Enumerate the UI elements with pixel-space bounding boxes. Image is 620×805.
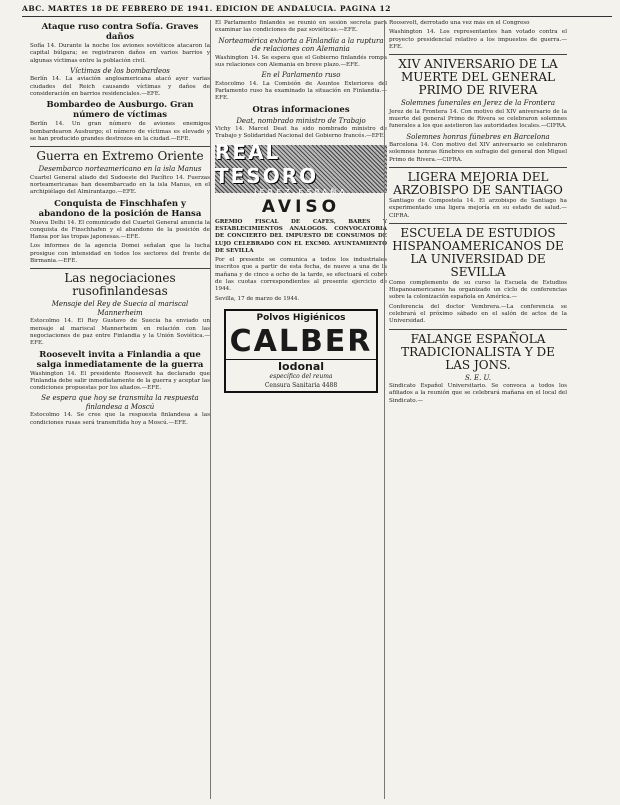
article-text: Washington 14. Los representantes han votado contra el proyecto presidencial relativo a los impuestos de guerra.—EFE. xyxy=(389,29,567,50)
headline: Mensaje del Rey de Suecia al mariscal Mannerheim xyxy=(51,300,189,317)
column-middle xyxy=(210,20,387,799)
headline: Desembarco norteamericano en la isla Manus xyxy=(38,165,202,174)
article-text: Como complemento de su curso la Escuela de Estudios Hispanoamericanos ha organizado un ciclo de conferencias sobre la colonización española en América.— xyxy=(389,279,567,301)
article-text: Estocolmo 14. Se cree que la respuesta finlandesa a las condiciones rusas será transmitida hoy a Moscú.—EFE. xyxy=(30,412,210,426)
article-text: Berlín 14. La aviación angloamericana atacó ayer varias ciudades del Reich causando víctimas y daños de consideración en barrios residenciales.—EFE. xyxy=(30,76,210,97)
real-tesoro-advertisement xyxy=(215,140,387,198)
article-text: Sofía 14. Durante la noche los aviones soviéticos atacaron la capital búlgara; se registraron daños en varios barrios y algunas víctimas entre la población civil. xyxy=(30,43,210,64)
headline: Se espera que hoy se transmita la respuesta finlandesa a Moscú xyxy=(41,394,199,411)
headline: FALANGE ESPAÑOLA TRADICIONALISTA Y DE LAS JONS. xyxy=(401,331,555,372)
column-rule xyxy=(389,167,567,168)
headline: Roosevelt invita a Finlandia a que salga inmediatamente de la guerra xyxy=(36,349,204,370)
headline: S. E. U. xyxy=(464,373,492,382)
headline: Solemnes funerales en Jerez de la Frontera xyxy=(400,99,556,108)
aviso-body: Por el presente se comunica a todos los industriales inscritos que a partir de esta fecha, de nueve a una de la mañana y de cinco a ocho de la tarde, se efectuará el cobro de las cuotas correspondientes al presente ejercicio de 1944. xyxy=(215,257,387,293)
real-tesoro-subtitle: JEREZ-ESPAÑA xyxy=(254,188,348,198)
headline: Norteamérica exhorta a Finlandia a la ruptura de relaciones con Alemania xyxy=(218,36,384,54)
headline: Otras informaciones xyxy=(252,104,350,115)
headline: ESCUELA DE ESTUDIOS HISPANOAMERICANOS DE LA UNIVERSIDAD DE SEVILLA xyxy=(392,225,564,279)
aviso-title: AVISO xyxy=(261,196,341,217)
article-text: Cuartel General aliado del Sudoeste del Pacífico 14. Fuerzas norteamericanas han desembarcado en la isla Manus, en el archipiélago del Almirantazgo.—EFE. xyxy=(30,174,210,196)
iodonal-tagline: específico del reuma xyxy=(269,372,333,380)
article-text: Conferencia del doctor Vembrera.—La conferencia se celebrará el próximo sábado en el salón de actos de la Universidad. xyxy=(389,303,567,325)
article-text: Nueva Delhi 14. El comunicado del Cuartel General anuncia la conquista de Finschhafen y el abandono de la posición de Hansa por las tropas japonesas.—EFE. xyxy=(30,219,210,241)
real-tesoro-title: REAL TESORO xyxy=(215,140,319,189)
article-text: Washington 14. Se espera que el Gobierno finlandés rompa sus relaciones con Alemania en breve plazo.—EFE. xyxy=(215,54,387,68)
headline: XIV ANIVERSARIO DE LA MUERTE DEL GENERAL PRIMO DE RIVERA xyxy=(398,57,558,98)
headline: En el Parlamento ruso xyxy=(261,71,341,80)
article-text: El Parlamento finlandés se reunió en sesión secreta para examinar las condiciones de paz soviéticas.—EFE. xyxy=(215,20,387,34)
headline: Conquista de Finschhafen y abandono de la posición de Hansa xyxy=(38,198,202,219)
column-right-articles xyxy=(389,54,567,405)
article-text: Roosevelt, derrotado una vez más en el Congreso xyxy=(389,20,530,26)
article-text: Estocolmo 14. La Comisión de Asuntos Exteriores del Parlamento ruso ha examinado la situación en Finlandia.—EFE. xyxy=(215,80,387,102)
article-text: Estocolmo 14. El Rey Gustavo de Suecia ha enviado un mensaje al mariscal Mannerheim en relación con las negociaciones de paz entre Finlandia y la Unión Soviética.—EFE. xyxy=(30,318,210,347)
column-rule xyxy=(389,223,567,224)
headline: LIGERA MEJORIA DEL ARZOBISPO DE SANTIAGO xyxy=(393,169,563,197)
column-rule xyxy=(30,146,210,147)
headline: Solemnes honras fúnebres en Barcelona xyxy=(406,132,550,141)
article-text: Santiago de Compostela 14. El arzobispo de Santiago ha experimentado una ligera mejoría en su estado de salud.—CIFRA. xyxy=(389,197,567,219)
article-text: Los informes de la agencia Domei señalan que la lucha prosigue con intensidad en todos los sectores del frente de Birmania.—EFE. xyxy=(30,243,210,265)
column-right-top xyxy=(389,20,567,51)
headline: Ataque ruso contra Sofía. Graves daños xyxy=(41,22,199,42)
column-right xyxy=(384,20,567,799)
column-rule xyxy=(30,268,210,269)
headline: Deat, nombrado ministro de Trabajo xyxy=(236,116,366,125)
calber-tagline: Polvos Higiénicos xyxy=(256,312,346,323)
column-rule xyxy=(389,54,567,55)
calber-brand: CALBER xyxy=(229,323,373,359)
aviso-signature: Sevilla, 17 de marzo de 1944. xyxy=(215,295,300,302)
article-text: Barcelona 14. Con motivo del XIV aniversario se celebraron solemnes honras fúnebres en sufragio del general don Miguel Primo de Rivera.—CIFRA. xyxy=(389,142,567,163)
column-middle-articles xyxy=(215,20,387,141)
calber-advertisement xyxy=(224,309,378,393)
aviso-notice xyxy=(215,197,387,303)
iodonal-brand: Iodonal xyxy=(226,359,376,373)
aviso-subtitle: GREMIO FISCAL DE CAFES, BARES Y ESTABLECIMIENTOS ANALOGOS. CONVOCATORIA DE CONCIERTO DEL IMPUESTO DE CONSUMOS DE LUJO CELEBRADO CON EL EXCMO. AYUNTAMIENTO DE SEVILLA xyxy=(215,218,387,254)
page-header: ABC. MARTES 18 DE FEBRERO DE 1941. EDICION DE ANDALUCIA. PAGINA 12 xyxy=(22,4,612,17)
article-text: Jerez de la Frontera 14. Con motivo del XIV aniversario de la muerte del general Primo de Rivera se celebraron solemnes funerales a los que asistieron las autoridades locales.—CIFRA. xyxy=(389,108,567,130)
headline: Las negociaciones rusofinlandesas xyxy=(64,271,176,299)
column-rule xyxy=(389,329,567,330)
censura-note: Censura Sanitaria 4488 xyxy=(264,381,338,389)
column-left xyxy=(30,20,210,799)
article-text: Sindicato Español Universitario. Se convoca a todos los afiliados a la reunión que se celebrará mañana en el local del Sindicato.— xyxy=(389,383,567,404)
article-text: Washington 14. El presidente Roosevelt ha declarado que Finlandia debe salir inmediatamente de la guerra y aceptar las condiciones propuestas por los aliados.—EFE. xyxy=(30,370,210,392)
headline: Guerra en Extremo Oriente xyxy=(36,149,204,164)
headline: Víctimas de los bombardeos xyxy=(70,66,170,75)
headline: Bombardeo de Ausburgo. Gran número de víctimas xyxy=(46,100,194,121)
article-text: Vichy 14. Marcel Deat ha sido nombrado ministro de Trabajo y Solidaridad Nacional del Gobierno francés.—EFE. xyxy=(215,126,387,140)
article-text: Berlín 14. Un gran número de aviones enemigos bombardearon Ausburgo; el número de víctimas es elevado y se han producido grandes destrozos en la ciudad.—EFE. xyxy=(30,121,210,142)
